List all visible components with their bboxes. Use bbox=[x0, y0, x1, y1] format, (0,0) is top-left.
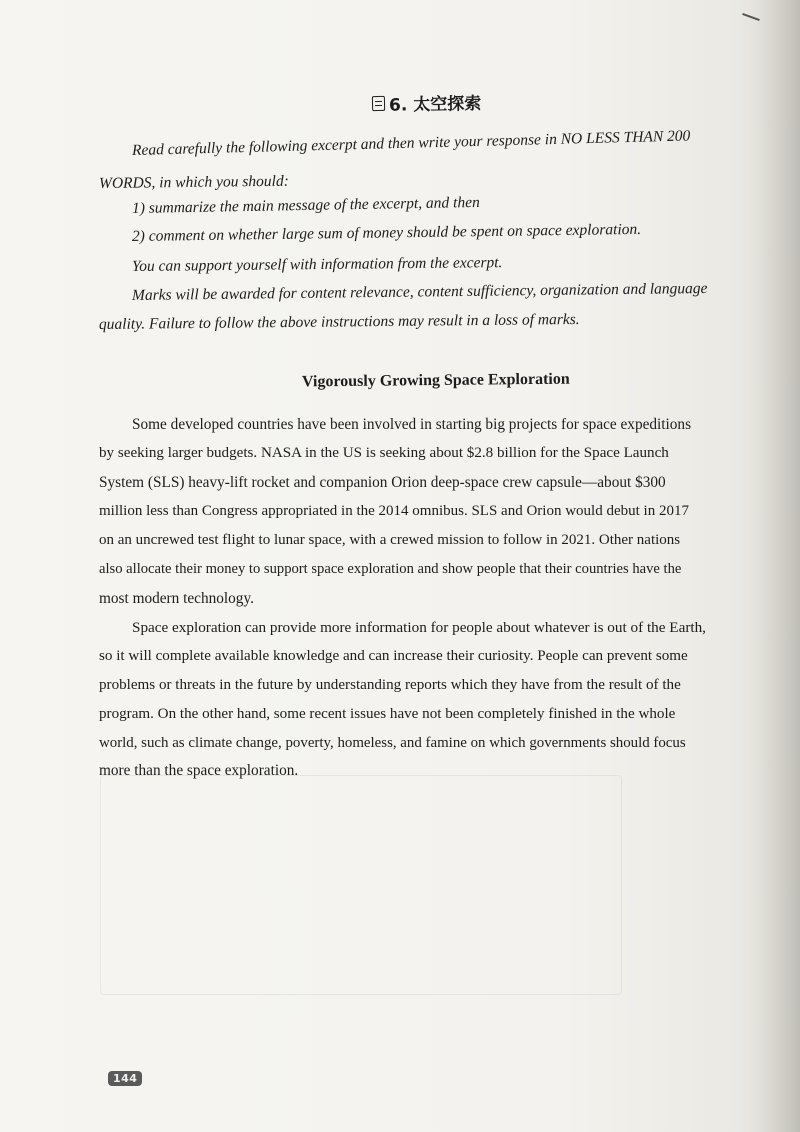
paragraph-line: program. On the other hand, some recent issues have not been completely finished in the whole bbox=[99, 706, 676, 722]
instruction-line: You can support yourself with information from the excerpt. bbox=[131, 254, 503, 275]
section-heading bbox=[372, 89, 482, 116]
paragraph-line: Space exploration can provide more information for people about whatever is out of the Earth, bbox=[132, 619, 706, 636]
paragraph-line: by seeking larger budgets. NASA in the US is seeking about $2.8 billion for the Space Launch bbox=[99, 445, 669, 461]
paragraph-line: more than the space exploration. bbox=[99, 762, 299, 779]
show-through-box bbox=[100, 775, 622, 995]
instruction-line: Marks will be awarded for content relevance, content sufficiency, organization and language bbox=[131, 279, 708, 304]
paragraph-line: world, such as climate change, poverty, homeless, and famine on which governments should focus bbox=[99, 735, 686, 751]
paragraph-line: most modern technology. bbox=[99, 590, 254, 607]
spine-shadow bbox=[754, 0, 800, 1132]
paragraph-line: Some developed countries have been involved in starting big projects for space expeditions bbox=[132, 416, 692, 433]
instruction-line: quality. Failure to follow the above instructions may result in a loss of marks. bbox=[98, 310, 580, 333]
instruction-line: WORDS, in which you should: bbox=[98, 172, 289, 192]
paragraph-line: also allocate their money to support space exploration and show people that their countries have the bbox=[99, 561, 682, 577]
instruction-line: Read carefully the following excerpt and then write your response in NO LESS THAN 200 bbox=[131, 127, 691, 159]
paragraph-line: System (SLS) heavy-lift rocket and companion Orion deep-space crew capsule—about $300 bbox=[99, 474, 666, 491]
paragraph-line: so it will complete available knowledge and can increase their curiosity. People can prevent some bbox=[99, 648, 688, 664]
instruction-line: 2) comment on whether large sum of money should be spent on space exploration. bbox=[131, 220, 642, 245]
document-icon bbox=[372, 96, 385, 111]
instruction-line: 1) summarize the main message of the excerpt, and then bbox=[131, 193, 480, 217]
paragraph-line: million less than Congress appropriated in the 2014 omnibus. SLS and Orion would debut in 2017 bbox=[99, 503, 689, 519]
article-title: Vigorously Growing Space Exploration bbox=[301, 370, 570, 391]
paragraph-line: on an uncrewed test flight to lunar space, with a crewed mission to follow in 2021. Other nations bbox=[99, 532, 681, 548]
section-title: 6. 太空探索 bbox=[388, 93, 482, 116]
paragraph-line: problems or threats in the future by understanding reports which they have from the result of the bbox=[99, 677, 681, 693]
page-number: 144 bbox=[108, 1071, 142, 1086]
